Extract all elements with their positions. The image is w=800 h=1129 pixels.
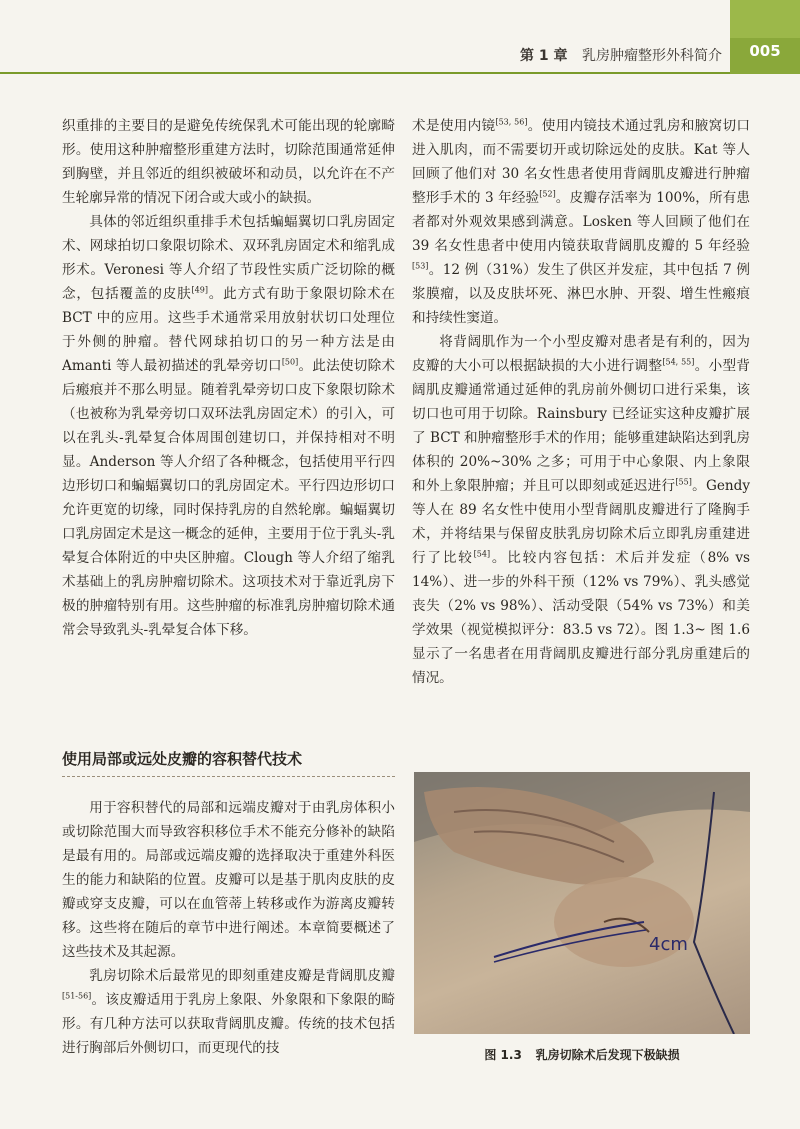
- figure-annotation: 4cm: [649, 934, 688, 955]
- paragraph: 织重排的主要目的是避免传统保乳术可能出现的轮廓畸形。使用这种肿瘤整形重建方法时，切除范围通常延伸到胸壁，并且邻近的组织被破坏和动员，以允许在不产生轮廓异常的情况下闭合或大或小的缺损。: [62, 118, 395, 206]
- figure-illustration: [414, 772, 750, 1034]
- citation: [49]: [191, 285, 208, 295]
- paragraph: 将背阔肌作为一个小型皮瓣对患者是有利的，因为皮瓣的大小可以根据缺损的大小进行调整[54, 55]。小型背阔肌皮瓣通常通过延伸的乳房前外侧切口进行采集，该切口也可用于切除。Rainsbury 已经证实这种皮瓣扩展了 BCT 和肿瘤整形手术的作用；能够重建缺陷达到乳房体积的 20%~30% 之多；可用于中心象限、内上象限和外上象限肿瘤；并且可以即刻或延迟进行[55]。Gendy 等人在 89 名女性中使用小型背阔肌皮瓣进行了隆胸手术，并将结果与保留皮肤乳房切除术后立即乳房重建进行了比较[54]。比较内容包括：术后并发症（8% vs 14%）、进一步的外科干预（12% vs 79%）、乳头感觉丧失（2% vs 98%）、活动受限（54% vs 73%）和美学效果（视觉模拟评分：83.5 vs 72）。图 1.3~ 图 1.6 显示了一名患者在用背阔肌皮瓣进行部分乳房重建后的情况。: [412, 334, 751, 686]
- paragraph: 具体的邻近组织重排手术包括蝙蝠翼切口乳房固定术、网球拍切口象限切除术、双环乳房固定术和缩乳成形术。Veronesi 等人介绍了节段性实质广泛切除的概念，包括覆盖的皮肤[49]。此方式有助于象限切除术在 BCT 中的应用。这些手术通常采用放射状切口处理位于外侧的肿瘤。替代网球拍切口的另一种方法是由 Amanti 等人最初描述的乳晕旁切口[50]。此法使切除术后瘢痕并不那么明显。随着乳晕旁切口皮下象限切除术（也被称为乳晕旁切口双环法乳房固定术）的引入，可以在乳头-乳晕复合体周围创建切口，并保持相对不明显。Anderson 等人介绍了各种概念，包括使用平行四边形切口和蝙蝠翼切口的乳房固定术。平行四边形切口允许更宽的切缘，同时保持乳房的自然轮廓。蝙蝠翼切口乳房固定术是这一概念的延伸，主要用于位于乳头-乳晕复合体附近的中央区肿瘤。Clough 等人介绍了缩乳术基础上的乳房肿瘤切除术。这项技术对于靠近乳房下极的肿瘤特别有用。这些肿瘤的标准乳房肿瘤切除术通常会导致乳头-乳晕复合体下移。: [62, 214, 396, 638]
- right-column: [412, 114, 750, 690]
- section-divider: [62, 776, 395, 777]
- figure-number: 图 1.3: [484, 1048, 522, 1062]
- citation: [54, 55]: [662, 357, 695, 367]
- chapter-title: 乳房肿瘤整形外科简介: [582, 48, 722, 64]
- section-heading: 使用局部或远处皮瓣的容积替代技术: [62, 750, 303, 768]
- figure-caption: [414, 1046, 750, 1063]
- paragraph: 术是使用内镜[53, 56]。使用内镜技术通过乳房和腋窝切口进入肌肉，而不需要切开或切除远处的皮肤。Kat 等人回顾了他们对 30 名女性患者使用背阔肌皮瓣进行肿瘤整形手术的 3 年经验[52]。皮瓣存活率为 100%，所有患者都对外观效果感到满意。Losken 等人回顾了他们在 39 名女性患者中使用内镜获取背阔肌皮瓣的 5 年经验[53]。12 例（31%）发生了供区并发症，其中包括 7 例浆膜瘤，以及皮肤坏死、淋巴水肿、开裂、增生性瘢痕和持续性窦道。: [412, 117, 751, 326]
- chapter-label: 第 1 章: [520, 48, 568, 64]
- header-rule: [0, 72, 730, 74]
- citation: [55]: [675, 477, 692, 487]
- citation: [50]: [281, 357, 299, 367]
- header-tab-top: [730, 0, 800, 38]
- left-column: [62, 114, 395, 642]
- citation: [53, 56]: [495, 117, 528, 127]
- running-head: [520, 45, 722, 65]
- paragraph: 乳房切除术后最常见的即刻重建皮瓣是背阔肌皮瓣[51-56]。该皮瓣适用于乳房上象限、外象限和下象限的畸形。有几种方法可以获取背阔肌皮瓣。传统的技术包括进行胸部后外侧切口，而更现代的技: [62, 968, 395, 1056]
- paragraph: 用于容积替代的局部和远端皮瓣对于由乳房体积小或切除范围大而导致容积移位手术不能充分修补的缺陷是最有用的。局部或远端皮瓣的选择取决于重建外科医生的能力和缺陷的位置。皮瓣可以是基于肌肉皮肤的皮瓣或穿支皮瓣，可以在血管蒂上转移或作为游离皮瓣转移。这些将在随后的章节中进行阐述。本章简要概述了这些技术及其起源。: [62, 800, 395, 960]
- citation: [52]: [539, 189, 556, 199]
- citation: [51-56]: [62, 991, 92, 1001]
- citation: [53]: [412, 261, 429, 271]
- citation: [54]: [473, 549, 491, 559]
- figure-photo: [414, 772, 750, 1034]
- page-number: 005: [749, 42, 781, 60]
- figure-caption-text: 乳房切除术后发现下极缺损: [535, 1048, 680, 1062]
- section-body: [62, 796, 395, 1060]
